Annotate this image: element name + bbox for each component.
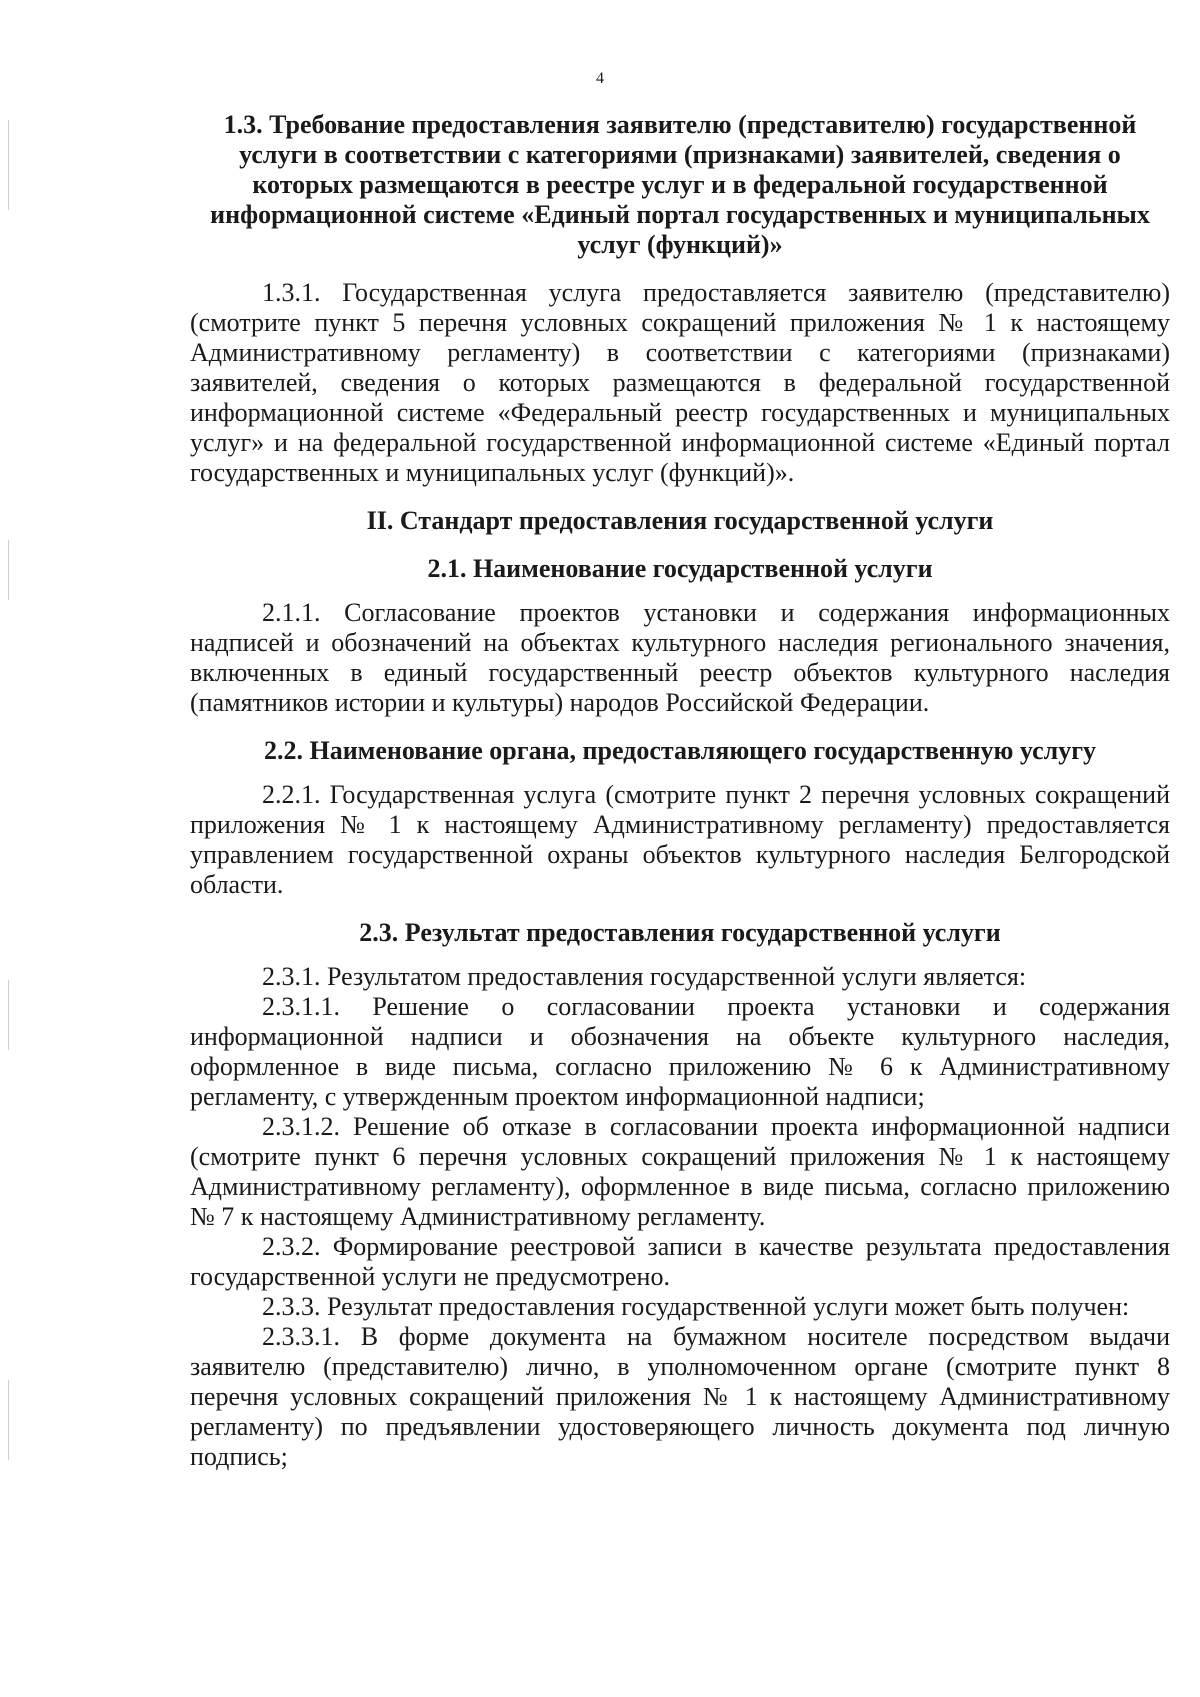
paragraph-2-3-2: 2.3.2. Формирование реестровой записи в качестве результата предоставления государственной услуги не предусмотрено. <box>190 1232 1170 1291</box>
paragraph-2-3-3-1: 2.3.3.1. В форме документа на бумажном носителе посредством выдачи заявителю (представителю) лично, в уполномоченном органе (смотрите пункт 8 перечня условных сокращений приложения № 1 к настоящему Административному регламенту) по предъявлении удостоверяющего личность документа под личную подпись; <box>190 1322 1170 1471</box>
paragraph-2-3-1: 2.3.1. Результатом предоставления государственной услуги является: <box>262 962 1027 991</box>
paragraph-1-3-1: 1.3.1. Государственная услуга предоставляется заявителю (представителю) (смотрите пункт 5 перечня условных сокращений приложения № 1 к настоящему Административному регламенту) в соответствии с категориями (признаками) заявителей, сведения о которых размещаются в федеральной государственной информационной системе «Федеральный реестр государственных и муниципальных услуг» и на федеральной государственной информационной системе «Единый портал государственных и муниципальных услуг (функций)». <box>190 278 1170 487</box>
section-heading-1-3: 1.3. Требование предоставления заявителю (представителю) государственной услуги в соответствии с категориями (признаками) заявителей, сведения о которых размещаются в реестре услуг и в федеральной государственной информационной системе «Единый портал государственных и муниципальных услуг (функций)» <box>210 110 1150 259</box>
paragraph-2-3-1-2: 2.3.1.2. Решение об отказе в согласовании проекта информационной надписи (смотрите пункт 6 перечня условных сокращений приложения № 1 к настоящему Административному регламенту), оформленное в виде письма, согласно приложению № 7 к настоящему Административному регламенту. <box>190 1112 1170 1231</box>
section-heading-2-1: 2.1. Наименование государственной услуги <box>427 554 933 583</box>
scan-edge-mark <box>8 120 9 210</box>
paragraph-2-2-1: 2.2.1. Государственная услуга (смотрите пункт 2 перечня условных сокращений приложения № 1 к настоящему Административному регламенту) предоставляется управлением государственной охраны объектов культурного наследия Белгородской области. <box>190 780 1170 899</box>
chapter-heading-2: II. Стандарт предоставления государственной услуги <box>366 506 994 535</box>
document-body <box>190 110 1170 1472</box>
page-number: 4 <box>596 70 604 87</box>
section-heading-2-3: 2.3. Результат предоставления государственной услуги <box>359 918 1001 947</box>
paragraph-2-1-1: 2.1.1. Согласование проектов установки и содержания информационных надписей и обозначений на объектах культурного наследия регионального значения, включенных в единый государственный реестр объектов культурного наследия (памятников истории и культуры) народов Российской Федерации. <box>190 598 1170 717</box>
paragraph-2-3-3: 2.3.3. Результат предоставления государственной услуги может быть получен: <box>262 1292 1130 1321</box>
scan-edge-mark <box>8 540 9 600</box>
scan-edge-mark <box>8 1380 9 1460</box>
section-heading-2-2: 2.2. Наименование органа, предоставляющего государственную услугу <box>263 736 1097 765</box>
paragraph-2-3-1-1: 2.3.1.1. Решение о согласовании проекта установки и содержания информационной надписи и обозначения на объекте культурного наследия, оформленное в виде письма, согласно приложению № 6 к Административному регламенту, с утвержденным проектом информационной надписи; <box>190 992 1170 1111</box>
scan-edge-mark <box>8 980 9 1050</box>
